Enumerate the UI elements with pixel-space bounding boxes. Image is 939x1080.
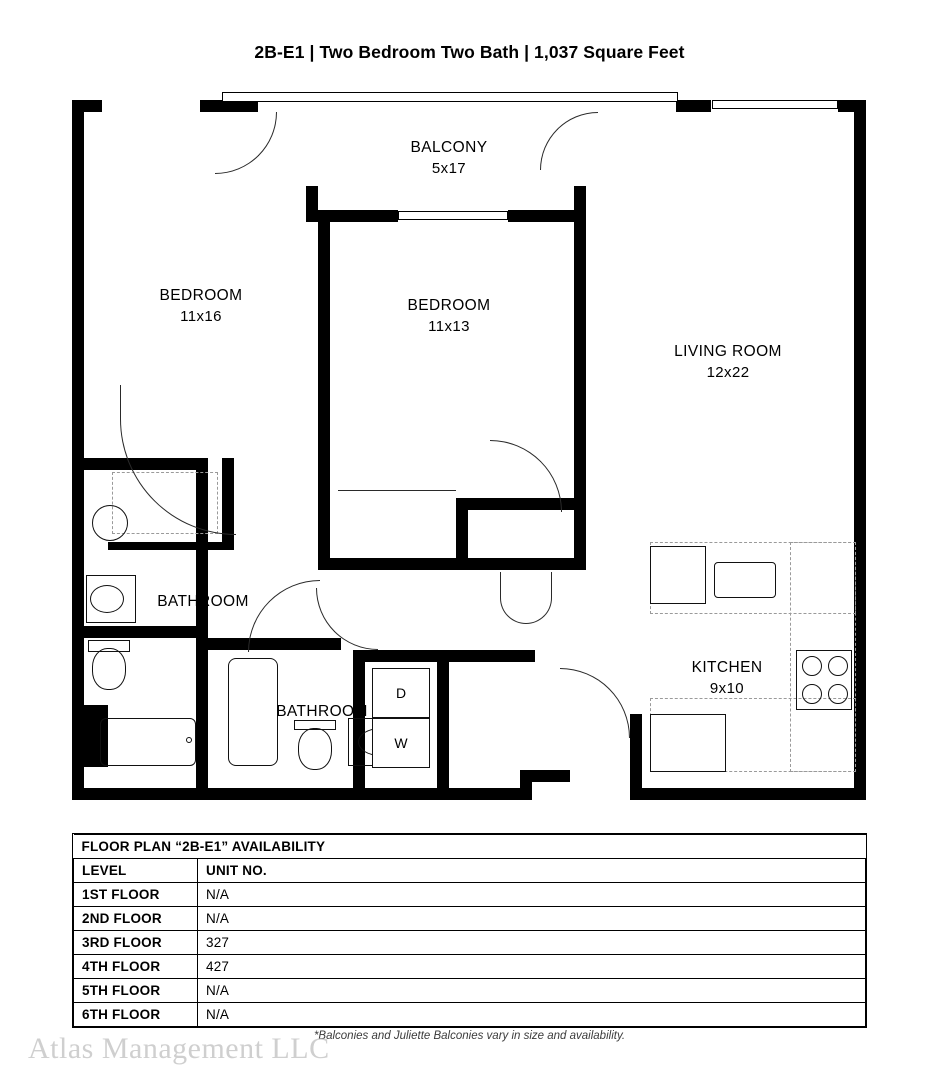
balcony-door-swing-right bbox=[540, 112, 598, 170]
bedroom2-dim: 11x13 bbox=[428, 317, 470, 335]
kitchen-island bbox=[650, 714, 726, 772]
wall-kitchen-left bbox=[630, 714, 642, 800]
room-label-balcony bbox=[358, 138, 540, 179]
bath1-tub-drain bbox=[186, 737, 192, 743]
kitchen-name: KITCHEN bbox=[691, 659, 763, 676]
level-cell: 4TH FLOOR bbox=[74, 955, 198, 979]
dryer-label: D bbox=[395, 685, 407, 701]
hall-door-swing bbox=[248, 580, 320, 652]
wall-bedroom2-right bbox=[574, 210, 586, 500]
wall-bottom-step-2 bbox=[520, 770, 532, 800]
unit-cell: N/A bbox=[198, 1003, 866, 1027]
wall-bath1-bottom bbox=[84, 626, 208, 638]
balcony-dim: 5x17 bbox=[431, 159, 467, 177]
wall-laundry-closet bbox=[449, 650, 535, 662]
wall-closet-bedroom2-bottom bbox=[318, 558, 468, 570]
floorplan-drawing bbox=[0, 80, 939, 820]
availability-heading: FLOOR PLAN “2B-E1” AVAILABILITY bbox=[74, 835, 866, 859]
bathroom2-name: BATHROOM bbox=[276, 703, 368, 720]
living-name: LIVING ROOM bbox=[674, 343, 782, 360]
unit-cell: N/A bbox=[198, 883, 866, 907]
wall-bedroom2-left bbox=[318, 210, 330, 570]
bath1-tub bbox=[100, 718, 196, 766]
bath2-toilet bbox=[298, 728, 332, 770]
room-label-bedroom1 bbox=[110, 286, 292, 327]
bedroom2-door-swing bbox=[490, 440, 562, 512]
unit-cell: N/A bbox=[198, 979, 866, 1003]
bedroom1-door-swing bbox=[215, 112, 277, 174]
level-cell: 2ND FLOOR bbox=[74, 907, 198, 931]
wall-top-right bbox=[676, 100, 711, 112]
table-row bbox=[74, 1003, 866, 1027]
laundry-door-swing bbox=[500, 572, 552, 624]
wall-bottom-exterior bbox=[72, 788, 532, 800]
column-header-unit: UNIT NO. bbox=[198, 859, 866, 883]
level-cell: 5TH FLOOR bbox=[74, 979, 198, 1003]
watermark: Atlas Management LLC bbox=[28, 1032, 330, 1065]
wall-left-exterior bbox=[72, 100, 84, 800]
bath1-toilet-tank bbox=[88, 640, 130, 652]
washer-label: W bbox=[394, 735, 408, 751]
room-label-bathroom2 bbox=[231, 702, 413, 723]
availability-table bbox=[72, 833, 867, 1028]
kitchen-dim: 9x10 bbox=[709, 679, 745, 697]
wall-bottom-exterior-right bbox=[630, 788, 866, 800]
table-row bbox=[74, 955, 866, 979]
room-label-bedroom2 bbox=[358, 296, 540, 337]
table-row bbox=[74, 931, 866, 955]
bedroom1-name: BEDROOM bbox=[159, 287, 243, 304]
level-cell: 1ST FLOOR bbox=[74, 883, 198, 907]
kitchen-sink bbox=[714, 562, 776, 598]
wall-laundry-left bbox=[365, 650, 437, 662]
kitchen-door-swing bbox=[560, 668, 630, 738]
range-burner-2 bbox=[828, 656, 848, 676]
bath1-toilet bbox=[92, 648, 126, 690]
bath1-shower-drain bbox=[92, 505, 128, 541]
room-label-bathroom1 bbox=[112, 592, 294, 613]
wall-bath1-entry bbox=[84, 705, 108, 717]
wall-hall-bottom bbox=[468, 558, 586, 570]
kitchen-dishwasher bbox=[650, 546, 706, 604]
range-burner-4 bbox=[828, 684, 848, 704]
table-row bbox=[74, 979, 866, 1003]
level-cell: 6TH FLOOR bbox=[74, 1003, 198, 1027]
unit-cell: 327 bbox=[198, 931, 866, 955]
washer-box bbox=[372, 718, 430, 768]
balcony-name: BALCONY bbox=[410, 139, 488, 156]
juliette-rail-right bbox=[712, 100, 838, 109]
availability-heading-row bbox=[74, 835, 866, 859]
table-row bbox=[74, 883, 866, 907]
bedroom2-window bbox=[398, 211, 508, 220]
wall-laundry-right bbox=[437, 650, 449, 790]
availability-header-row bbox=[74, 859, 866, 883]
wall-closet1-bottom bbox=[108, 542, 234, 550]
living-dim: 12x22 bbox=[706, 363, 750, 381]
wall-bath2-left bbox=[196, 638, 208, 788]
balcony-rail bbox=[222, 92, 678, 102]
bedroom2-name: BEDROOM bbox=[407, 297, 491, 314]
table-row bbox=[74, 907, 866, 931]
page-title: 2B-E1 | Two Bedroom Two Bath | 1,037 Square Feet bbox=[254, 42, 685, 62]
level-cell: 3RD FLOOR bbox=[74, 931, 198, 955]
bedroom1-dim: 11x16 bbox=[180, 307, 222, 325]
room-label-kitchen bbox=[636, 658, 818, 699]
column-header-level: LEVEL bbox=[74, 859, 198, 883]
wall-kitchen-bottom bbox=[630, 714, 642, 726]
bathroom1-name: BATHROOM bbox=[157, 593, 249, 610]
unit-cell: N/A bbox=[198, 907, 866, 931]
unit-cell: 427 bbox=[198, 955, 866, 979]
footnote: *Balconies and Juliette Balconies vary in size and availability. bbox=[313, 1030, 626, 1042]
room-label-living bbox=[632, 342, 824, 383]
closet2-door-swing bbox=[338, 490, 456, 548]
